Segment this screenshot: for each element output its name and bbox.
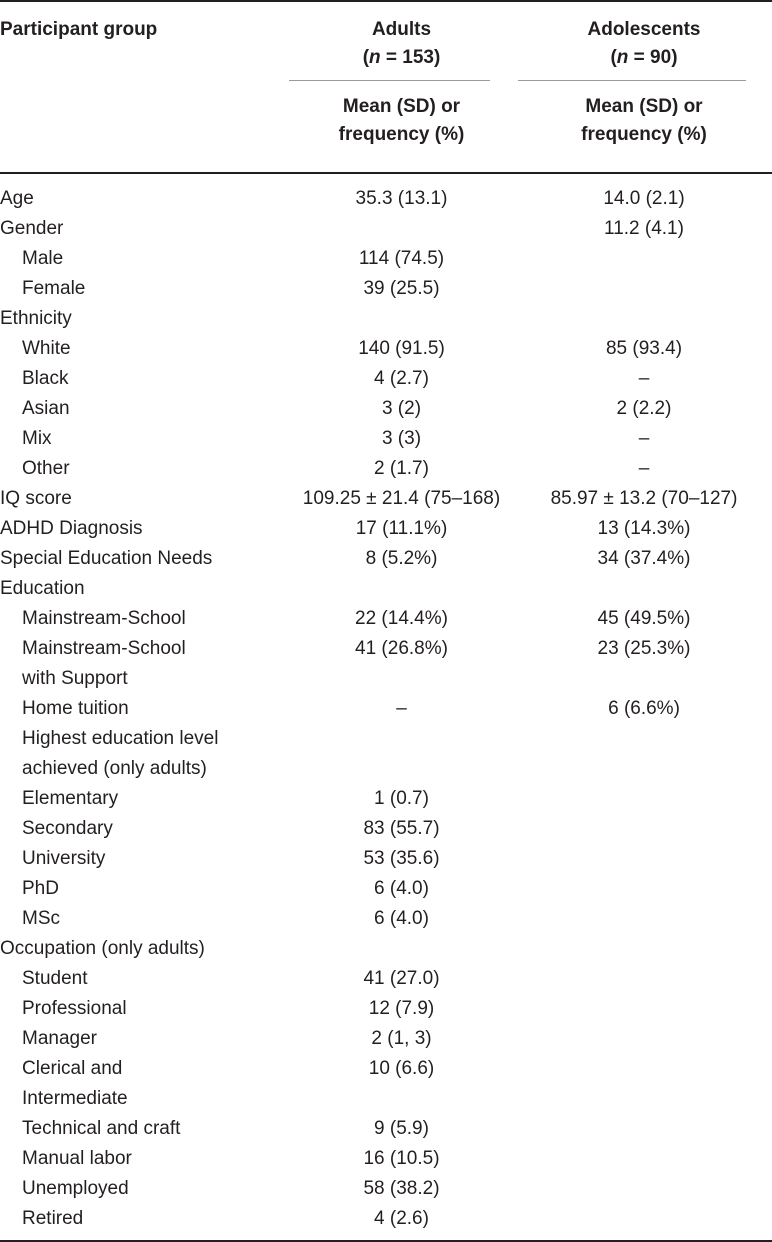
row-label: Professional — [22, 998, 127, 1019]
table-row — [0, 454, 772, 484]
table-row — [0, 994, 772, 1024]
adolescents-value — [516, 784, 772, 814]
adults-value: 6 (4.0) — [374, 878, 429, 899]
table-row — [0, 904, 772, 934]
adults-value: 140 (91.5) — [358, 338, 445, 359]
table-row — [0, 1114, 772, 1144]
adults-value: 83 (55.7) — [363, 818, 440, 839]
adolescents-value — [516, 964, 772, 994]
row-label: Age — [0, 188, 34, 209]
adolescents-value — [516, 304, 772, 334]
row-label: Manager — [22, 1028, 97, 1049]
table-row — [0, 844, 772, 874]
adolescents-value: 85 (93.4) — [605, 338, 683, 359]
adolescents-statistic-header: Mean (SD) or frequency (%) — [581, 96, 707, 145]
row-label: Student — [22, 968, 88, 989]
adolescents-value: 45 (49.5%) — [597, 608, 691, 629]
row-label: Male — [22, 248, 64, 269]
table-row — [0, 1144, 772, 1174]
row-label: Education — [0, 578, 85, 599]
adolescents-value — [516, 724, 772, 754]
adolescents-value — [516, 1024, 772, 1054]
adolescents-value — [516, 1174, 772, 1204]
adolescents-value: 14.0 (2.1) — [603, 188, 685, 209]
adolescents-value: 6 (6.6%) — [608, 698, 680, 719]
group-header-row — [0, 1, 772, 80]
table-row — [0, 544, 772, 574]
table-row — [0, 424, 772, 454]
adolescents-value — [516, 1144, 772, 1174]
adults-value: 10 (6.6) — [368, 1058, 435, 1079]
adolescents-value: 85.97 ± 13.2 (70–127) — [550, 488, 738, 509]
adults-value: 6 (4.0) — [374, 908, 429, 929]
table-row — [0, 173, 772, 214]
table-row — [0, 214, 772, 244]
adults-value — [287, 1084, 516, 1114]
adolescents-value — [516, 874, 772, 904]
row-label: Mix — [22, 428, 52, 449]
adults-value: 109.25 ± 21.4 (75–168) — [302, 488, 501, 509]
adults-value: 39 (25.5) — [363, 278, 440, 299]
row-label: Elementary — [22, 788, 119, 809]
adults-value: 1 (0.7) — [374, 788, 429, 809]
table-row — [0, 304, 772, 334]
adults-value — [287, 304, 516, 334]
row-label: Home tuition — [22, 698, 129, 719]
row-label: Special Education Needs — [0, 548, 213, 569]
row-label: Mainstream-School — [22, 608, 186, 629]
row-label: Black — [22, 368, 69, 389]
adults-value: 53 (35.6) — [363, 848, 440, 869]
adults-value: 41 (26.8%) — [355, 638, 448, 659]
row-label: Ethnicity — [0, 308, 72, 329]
row-label: Occupation (only adults) — [0, 938, 205, 959]
adults-value: 22 (14.4%) — [355, 608, 448, 629]
table-row — [0, 814, 772, 844]
adults-value — [287, 724, 516, 754]
adolescents-sample-size: (n = 90) — [610, 47, 678, 68]
row-label: achieved (only adults) — [22, 758, 207, 779]
adolescents-value — [516, 844, 772, 874]
adults-value: 9 (5.9) — [374, 1118, 429, 1139]
table-row — [0, 1054, 772, 1084]
table-row — [0, 604, 772, 634]
table-row — [0, 1084, 772, 1114]
row-label: Other — [22, 458, 70, 479]
adolescents-value — [516, 274, 772, 304]
adolescents-value — [516, 904, 772, 934]
table-row — [0, 874, 772, 904]
adults-value: 41 (27.0) — [363, 968, 440, 989]
adolescents-value: 11.2 (4.1) — [604, 218, 684, 239]
row-label: Secondary — [22, 818, 113, 839]
adolescents-value — [516, 1114, 772, 1144]
adults-column-header — [287, 1, 516, 80]
adolescents-value: 34 (37.4%) — [597, 548, 691, 569]
row-label: Clerical and — [22, 1058, 123, 1079]
row-label: Female — [22, 278, 86, 299]
adults-value: 16 (10.5) — [363, 1148, 440, 1169]
adults-value: 4 (2.6) — [287, 1204, 516, 1241]
table-body — [0, 173, 772, 1241]
table-row — [0, 484, 772, 514]
adults-value: 35.3 (13.1) — [355, 188, 448, 209]
adults-value: 4 (2.7) — [374, 368, 429, 389]
table-row — [0, 244, 772, 274]
row-label: PhD — [22, 878, 59, 899]
table-row — [0, 514, 772, 544]
table-row — [0, 934, 772, 964]
adolescents-value — [516, 1204, 772, 1241]
row-label: with Support — [22, 668, 128, 689]
table-row — [0, 1024, 772, 1054]
adolescents-value: – — [638, 428, 650, 449]
row-label: Mainstream-School — [22, 638, 186, 659]
adults-value — [287, 934, 516, 964]
adults-value: 58 (38.2) — [363, 1178, 440, 1199]
row-label: Manual labor — [22, 1148, 132, 1169]
row-label: University — [22, 848, 106, 869]
adolescents-value — [516, 934, 772, 964]
adolescents-value — [516, 1084, 772, 1114]
adults-value: 3 (3) — [381, 428, 422, 449]
adults-value: 2 (1.7) — [374, 458, 429, 479]
table-row — [0, 694, 772, 724]
adolescents-column-header — [516, 1, 772, 80]
adolescents-value — [516, 814, 772, 844]
adolescents-value — [516, 664, 772, 694]
statistic-header-row — [0, 81, 772, 173]
table-row — [0, 1204, 772, 1241]
participant-group-header: Participant group — [0, 19, 158, 40]
adults-sample-size: (n = 153) — [362, 47, 441, 68]
table-row — [0, 364, 772, 394]
table-row — [0, 574, 772, 604]
adults-value: – — [396, 698, 407, 719]
table-row — [0, 784, 772, 814]
row-label: Retired — [0, 1204, 287, 1241]
adults-value — [287, 664, 516, 694]
row-label: White — [22, 338, 71, 359]
adults-value: 8 (5.2%) — [365, 548, 438, 569]
adolescents-value — [516, 574, 772, 604]
adults-value: 2 (1, 3) — [371, 1028, 432, 1049]
adolescents-value — [516, 1054, 772, 1084]
table-row — [0, 394, 772, 424]
row-label: Asian — [22, 398, 70, 419]
table-row — [0, 1174, 772, 1204]
table-row — [0, 334, 772, 364]
row-label: Intermediate — [22, 1088, 128, 1109]
row-label: Gender — [0, 218, 64, 239]
adolescents-value: – — [638, 458, 650, 479]
adults-value: 114 (74.5) — [358, 248, 445, 269]
row-label: Technical and craft — [22, 1118, 181, 1139]
row-label: Highest education level — [22, 728, 219, 749]
adults-value — [287, 214, 516, 244]
adults-value: 3 (2) — [381, 398, 422, 419]
row-label: MSc — [22, 908, 60, 929]
row-label: ADHD Diagnosis — [0, 518, 143, 539]
table-row — [0, 964, 772, 994]
adults-value — [287, 574, 516, 604]
adults-title: Adults — [371, 19, 432, 40]
row-label: IQ score — [0, 488, 72, 509]
table-row — [0, 724, 772, 754]
adolescents-value: 23 (25.3%) — [597, 638, 691, 659]
table-row — [0, 274, 772, 304]
adults-value: 17 (11.1%) — [355, 518, 448, 539]
adolescents-value — [516, 994, 772, 1024]
adolescents-value: 2 (2.2) — [616, 398, 672, 419]
adults-statistic-header: Mean (SD) or frequency (%) — [338, 96, 465, 145]
adolescents-value — [516, 244, 772, 274]
adults-value — [287, 754, 516, 784]
table-row — [0, 664, 772, 694]
row-label: Unemployed — [22, 1178, 129, 1199]
table-row — [0, 754, 772, 784]
adolescents-value: 13 (14.3%) — [597, 518, 691, 539]
adolescents-title: Adolescents — [587, 19, 701, 40]
adolescents-value: – — [638, 368, 650, 389]
adults-value: 12 (7.9) — [368, 998, 435, 1019]
table-row — [0, 634, 772, 664]
adolescents-value — [516, 754, 772, 784]
